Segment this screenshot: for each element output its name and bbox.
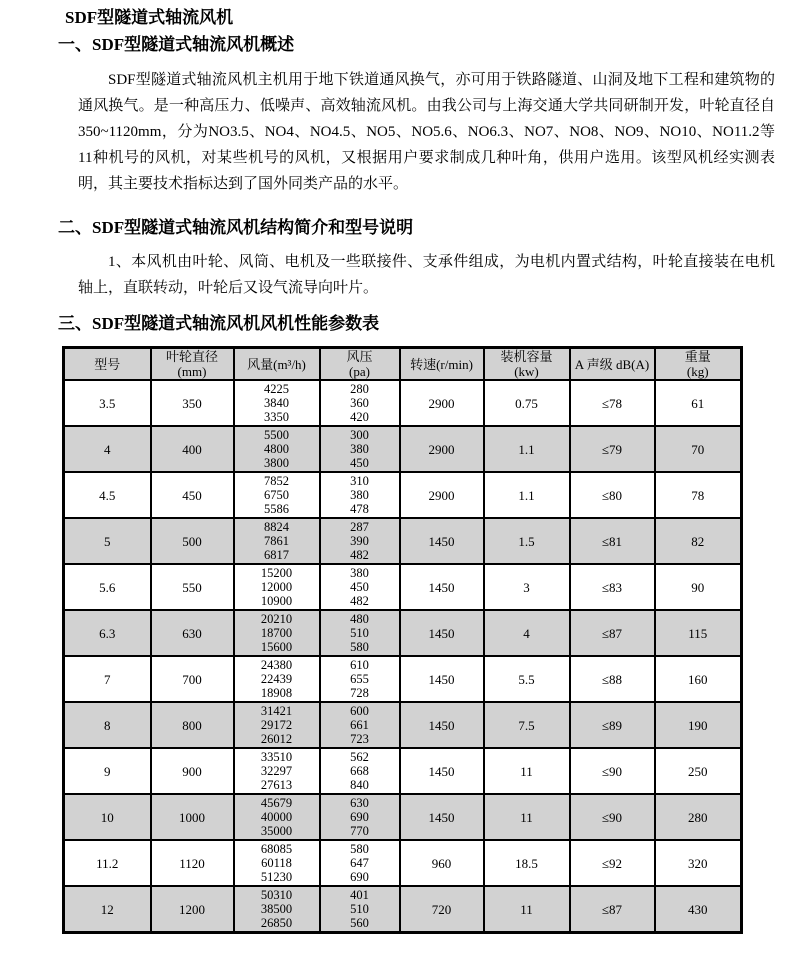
cell-flow-value: 38500 <box>260 902 293 916</box>
cell-diameter: 700 <box>151 656 234 702</box>
cell-pressure-value: 723 <box>350 732 369 746</box>
cell-flow-value: 68085 <box>260 842 293 856</box>
cell-power: 3 <box>484 564 570 610</box>
cell-pressure-value: 655 <box>350 672 369 686</box>
cell-power: 1.5 <box>484 518 570 564</box>
cell-noise: ≤89 <box>570 702 655 748</box>
cell-pressure-value: 510 <box>350 626 369 640</box>
table-row <box>64 794 742 840</box>
cell-flow-value: 6750 <box>264 488 289 502</box>
cell-weight: 160 <box>655 656 742 702</box>
cell-flow-value: 15600 <box>260 640 293 654</box>
cell-flow-value: 10900 <box>260 594 293 608</box>
cell-model: 6.3 <box>64 610 151 656</box>
cell-noise: ≤81 <box>570 518 655 564</box>
cell-flow <box>234 380 320 426</box>
cell-pressure-value: 728 <box>350 686 369 700</box>
cell-diameter: 500 <box>151 518 234 564</box>
cell-weight: 430 <box>655 886 742 933</box>
cell-pressure-value: 287 <box>350 520 369 534</box>
cell-pressure-value: 482 <box>350 594 369 608</box>
cell-pressure-value: 690 <box>350 870 369 884</box>
cell-diameter: 1200 <box>151 886 234 933</box>
cell-pressure <box>320 840 400 886</box>
cell-pressure-value: 600 <box>350 704 369 718</box>
section-2-heading: 二、SDF型隧道式轴流风机结构简介和型号说明 <box>58 218 414 237</box>
cell-flow-value: 40000 <box>260 810 293 824</box>
cell-model: 4 <box>64 426 151 472</box>
cell-flow-value: 12000 <box>260 580 293 594</box>
cell-pressure-value: 560 <box>350 916 369 930</box>
cell-flow <box>234 564 320 610</box>
performance-table <box>62 346 743 934</box>
document-page <box>0 6 800 963</box>
cell-weight: 115 <box>655 610 742 656</box>
cell-pressure <box>320 564 400 610</box>
cell-flow-value: 7861 <box>264 534 289 548</box>
col-header-weight <box>655 348 742 381</box>
cell-pressure-value: 647 <box>350 856 369 870</box>
cell-flow-value: 4800 <box>264 442 289 456</box>
cell-pressure-value: 310 <box>350 474 369 488</box>
cell-speed: 2900 <box>400 426 484 472</box>
cell-flow-value: 3840 <box>264 396 289 410</box>
cell-flow <box>234 794 320 840</box>
cell-flow-value: 18700 <box>260 626 293 640</box>
cell-pressure-value: 482 <box>350 548 369 562</box>
cell-speed: 1450 <box>400 656 484 702</box>
cell-pressure <box>320 380 400 426</box>
header-line: 重量 <box>684 349 711 364</box>
cell-pressure-value: 480 <box>350 612 369 626</box>
cell-flow-value: 51230 <box>260 870 293 884</box>
cell-pressure-value: 840 <box>350 778 369 792</box>
cell-model: 10 <box>64 794 151 840</box>
cell-diameter: 1000 <box>151 794 234 840</box>
table-row <box>64 564 742 610</box>
table-row <box>64 426 742 472</box>
header-line: (pa) <box>349 364 370 379</box>
cell-speed: 1450 <box>400 748 484 794</box>
cell-flow-value: 3350 <box>264 410 289 424</box>
cell-flow <box>234 702 320 748</box>
cell-pressure <box>320 748 400 794</box>
cell-flow-value: 22439 <box>260 672 293 686</box>
cell-model: 3.5 <box>64 380 151 426</box>
cell-noise: ≤83 <box>570 564 655 610</box>
table-row <box>64 472 742 518</box>
cell-noise: ≤79 <box>570 426 655 472</box>
cell-diameter: 450 <box>151 472 234 518</box>
cell-pressure-value: 420 <box>350 410 369 424</box>
cell-pressure <box>320 472 400 518</box>
cell-flow-value: 33510 <box>260 750 293 764</box>
cell-flow-value: 26012 <box>260 732 293 746</box>
col-header-power <box>484 348 570 381</box>
cell-flow-value: 26850 <box>260 916 293 930</box>
cell-flow <box>234 748 320 794</box>
cell-pressure-value: 450 <box>350 580 369 594</box>
cell-diameter: 900 <box>151 748 234 794</box>
cell-pressure-value: 770 <box>350 824 369 838</box>
section-3-heading: 三、SDF型隧道式轴流风机风机性能参数表 <box>58 314 380 333</box>
table-row <box>64 748 742 794</box>
cell-pressure-value: 478 <box>350 502 369 516</box>
cell-pressure-value: 668 <box>350 764 369 778</box>
cell-flow-value: 18908 <box>260 686 293 700</box>
cell-weight: 90 <box>655 564 742 610</box>
cell-noise: ≤88 <box>570 656 655 702</box>
header-line: 型号 <box>94 356 121 372</box>
cell-weight: 82 <box>655 518 742 564</box>
section-1-heading: 一、SDF型隧道式轴流风机概述 <box>58 35 295 54</box>
cell-noise: ≤90 <box>570 748 655 794</box>
section-2-paragraph: 1、本风机由叶轮、风筒、电机及一些联接件、支承件组成，为电机内置式结构，叶轮直接装在电机轴上，直联转动，叶轮后又设气流导向叶片。 <box>78 254 775 296</box>
cell-flow <box>234 610 320 656</box>
cell-flow <box>234 840 320 886</box>
cell-diameter: 550 <box>151 564 234 610</box>
cell-flow-value: 50310 <box>260 888 293 902</box>
cell-speed: 2900 <box>400 380 484 426</box>
table-row <box>64 702 742 748</box>
header-line: (kg) <box>686 364 709 379</box>
table-row <box>64 610 742 656</box>
cell-pressure <box>320 702 400 748</box>
col-header-diameter <box>151 348 234 381</box>
cell-model: 9 <box>64 748 151 794</box>
cell-speed: 720 <box>400 886 484 933</box>
cell-diameter: 800 <box>151 702 234 748</box>
cell-weight: 190 <box>655 702 742 748</box>
cell-weight: 320 <box>655 840 742 886</box>
cell-flow-value: 5586 <box>264 502 289 516</box>
cell-pressure-value: 661 <box>350 718 369 732</box>
cell-flow-value: 4225 <box>264 382 289 396</box>
cell-pressure-value: 562 <box>350 750 369 764</box>
header-line: 风量(m³/h) <box>247 356 306 372</box>
col-header-noise <box>570 348 655 381</box>
cell-speed: 960 <box>400 840 484 886</box>
col-header-flow <box>234 348 320 381</box>
cell-pressure-value: 380 <box>350 442 369 456</box>
cell-pressure-value: 380 <box>350 566 369 580</box>
cell-noise: ≤92 <box>570 840 655 886</box>
cell-flow-value: 45679 <box>260 796 293 810</box>
cell-power: 7.5 <box>484 702 570 748</box>
cell-weight: 61 <box>655 380 742 426</box>
cell-pressure <box>320 426 400 472</box>
col-header-pressure <box>320 348 400 381</box>
cell-power: 11 <box>484 748 570 794</box>
table-row <box>64 518 742 564</box>
cell-noise: ≤87 <box>570 610 655 656</box>
header-line: 转速(r/min) <box>410 356 473 372</box>
cell-power: 1.1 <box>484 426 570 472</box>
cell-pressure-value: 510 <box>350 902 369 916</box>
table-row <box>64 886 742 933</box>
col-header-speed <box>400 348 484 381</box>
cell-pressure-value: 690 <box>350 810 369 824</box>
cell-pressure-value: 280 <box>350 382 369 396</box>
table-row <box>64 380 742 426</box>
cell-pressure-value: 580 <box>350 842 369 856</box>
cell-power: 0.75 <box>484 380 570 426</box>
cell-flow-value: 3800 <box>264 456 289 470</box>
cell-noise: ≤78 <box>570 380 655 426</box>
cell-flow-value: 5500 <box>264 428 289 442</box>
cell-flow-value: 60118 <box>261 856 292 870</box>
table-row <box>64 840 742 886</box>
cell-pressure-value: 390 <box>350 534 369 548</box>
cell-weight: 250 <box>655 748 742 794</box>
cell-model: 8 <box>64 702 151 748</box>
cell-model: 4.5 <box>64 472 151 518</box>
cell-diameter: 400 <box>151 426 234 472</box>
section-1-paragraph: SDF型隧道式轴流风机主机用于地下铁道通风换气，亦可用于铁路隧道、山洞及地下工程和建筑物的通风换气。是一种高压力、低噪声、高效轴流风机。由我公司与上海交通大学共同研制开发，叶轮直径自350~1120mm，分为NO3.5、NO4、NO4.5、NO5、NO5.6、NO6.3、NO7、NO8、NO9、NO10、NO11.2等11种机号的风机，对某些机号的风机，又根据用户要求制成几种叶角，供用户选用。该型风机经实测表明，其主要技术指标达到了国外同类产品的水平。 <box>78 72 775 192</box>
cell-diameter: 350 <box>151 380 234 426</box>
cell-model: 11.2 <box>64 840 151 886</box>
table-row <box>64 656 742 702</box>
cell-speed: 2900 <box>400 472 484 518</box>
cell-speed: 1450 <box>400 518 484 564</box>
cell-power: 1.1 <box>484 472 570 518</box>
cell-pressure <box>320 656 400 702</box>
cell-flow-value: 6817 <box>264 548 289 562</box>
cell-noise: ≤87 <box>570 886 655 933</box>
cell-pressure <box>320 794 400 840</box>
cell-flow <box>234 472 320 518</box>
cell-model: 5.6 <box>64 564 151 610</box>
cell-speed: 1450 <box>400 702 484 748</box>
cell-flow-value: 20210 <box>260 612 293 626</box>
cell-flow <box>234 656 320 702</box>
cell-flow-value: 7852 <box>264 474 289 488</box>
cell-flow-value: 35000 <box>260 824 293 838</box>
cell-noise: ≤80 <box>570 472 655 518</box>
col-header-model <box>64 348 151 381</box>
cell-flow-value: 27613 <box>260 778 293 792</box>
cell-pressure-value: 450 <box>350 456 369 470</box>
cell-model: 12 <box>64 886 151 933</box>
cell-flow-value: 24380 <box>260 658 293 672</box>
header-line: 叶轮直径 <box>165 349 218 364</box>
table-header-row <box>64 348 742 381</box>
cell-noise: ≤90 <box>570 794 655 840</box>
cell-pressure-value: 401 <box>350 888 369 902</box>
cell-pressure-value: 610 <box>350 658 369 672</box>
cell-model: 7 <box>64 656 151 702</box>
cell-speed: 1450 <box>400 564 484 610</box>
cell-pressure <box>320 610 400 656</box>
header-line: A 声级 dB(A) <box>574 356 650 372</box>
cell-diameter: 1120 <box>151 840 234 886</box>
cell-flow-value: 15200 <box>260 566 293 580</box>
cell-pressure-value: 630 <box>350 796 369 810</box>
cell-pressure-value: 300 <box>350 428 369 442</box>
cell-pressure-value: 380 <box>350 488 369 502</box>
header-line: 装机容量 <box>500 349 553 364</box>
cell-weight: 70 <box>655 426 742 472</box>
cell-flow-value: 29172 <box>260 718 293 732</box>
table-body <box>64 380 742 933</box>
cell-flow <box>234 886 320 933</box>
cell-flow-value: 8824 <box>264 520 289 534</box>
cell-pressure <box>320 518 400 564</box>
header-line: (mm) <box>177 364 207 379</box>
cell-pressure <box>320 886 400 933</box>
page-title: SDF型隧道式轴流风机 <box>65 8 234 27</box>
cell-pressure-value: 580 <box>350 640 369 654</box>
cell-flow <box>234 426 320 472</box>
cell-power: 11 <box>484 886 570 933</box>
header-line: (kw) <box>514 364 539 379</box>
cell-weight: 280 <box>655 794 742 840</box>
cell-speed: 1450 <box>400 610 484 656</box>
cell-power: 11 <box>484 794 570 840</box>
cell-power: 5.5 <box>484 656 570 702</box>
cell-flow-value: 32297 <box>260 764 293 778</box>
cell-speed: 1450 <box>400 794 484 840</box>
cell-flow-value: 31421 <box>260 704 293 718</box>
cell-power: 18.5 <box>484 840 570 886</box>
header-line: 风压 <box>346 349 373 364</box>
cell-pressure-value: 360 <box>350 396 369 410</box>
cell-power: 4 <box>484 610 570 656</box>
cell-flow <box>234 518 320 564</box>
cell-weight: 78 <box>655 472 742 518</box>
cell-model: 5 <box>64 518 151 564</box>
cell-diameter: 630 <box>151 610 234 656</box>
